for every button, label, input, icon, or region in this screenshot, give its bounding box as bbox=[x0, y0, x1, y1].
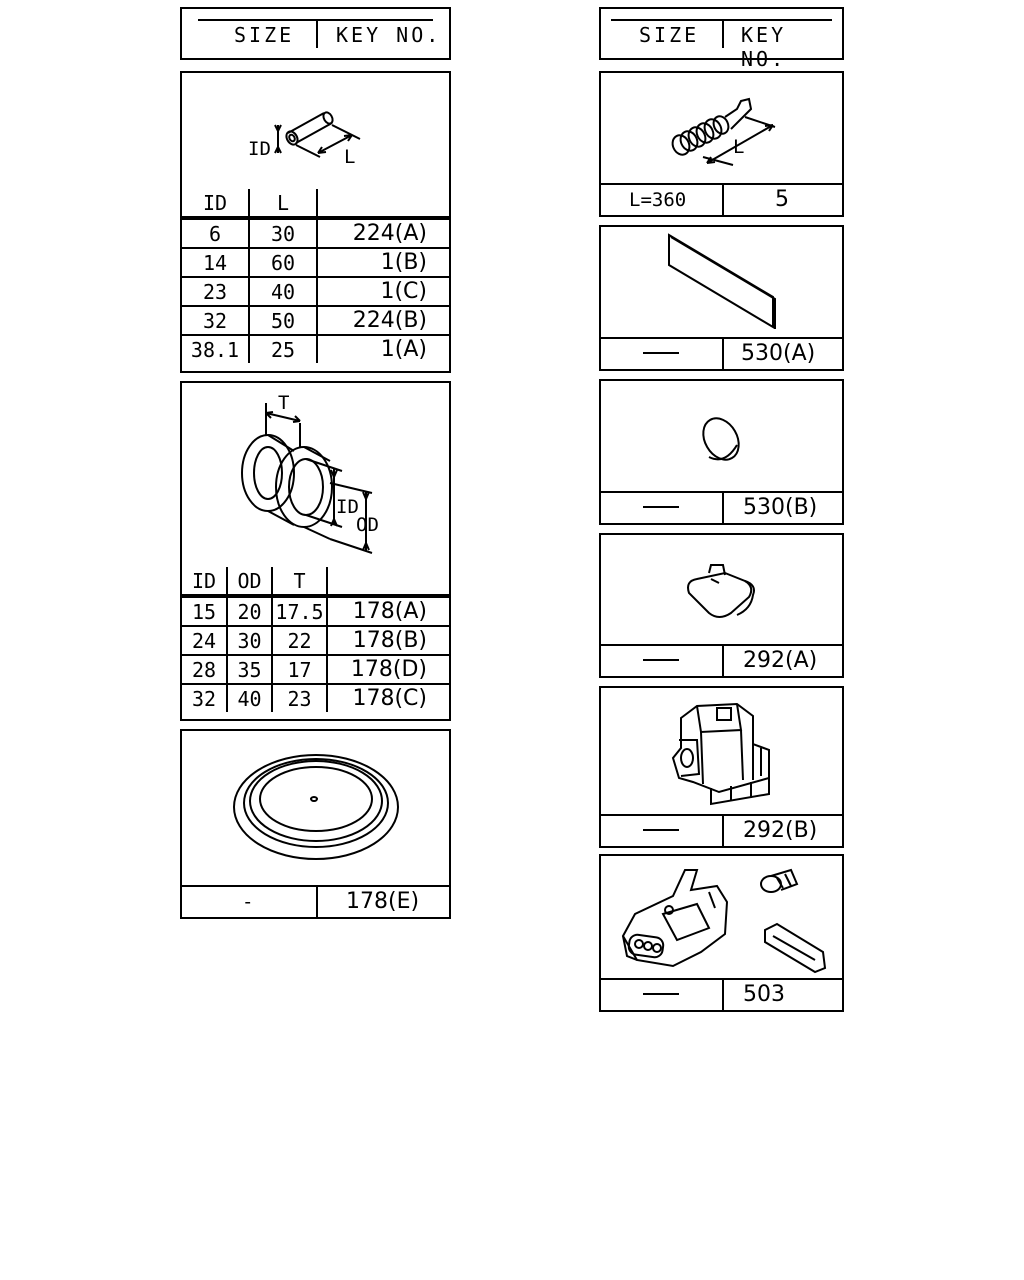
size-header-label: SIZE bbox=[234, 23, 295, 47]
cell-id: 38.1 bbox=[182, 335, 249, 363]
col-id-header: ID bbox=[182, 189, 249, 218]
connector-kit-panel bbox=[599, 854, 844, 1012]
tube-part-panel bbox=[180, 71, 451, 373]
no-size-dash bbox=[643, 829, 679, 831]
cell-od: 20 bbox=[227, 596, 272, 626]
tape-footer bbox=[601, 337, 842, 369]
disc-drawing bbox=[601, 381, 846, 493]
corrugated-tube-footer bbox=[601, 183, 842, 215]
cell-key: 178(C) bbox=[327, 684, 449, 712]
connector-a-panel bbox=[599, 686, 844, 848]
cell-l: 40 bbox=[249, 277, 317, 306]
tube-drawing bbox=[182, 73, 453, 193]
cell-id: 23 bbox=[182, 277, 249, 306]
cell-id: 28 bbox=[182, 655, 227, 684]
cell-od: 35 bbox=[227, 655, 272, 684]
cell-key: 224(A) bbox=[317, 218, 449, 248]
cell-key: 1(A) bbox=[317, 335, 449, 363]
connector-kit-key: 503 bbox=[743, 982, 785, 1007]
corrugated-size: L=360 bbox=[629, 189, 687, 211]
table-row bbox=[182, 684, 449, 712]
disc-panel bbox=[599, 379, 844, 525]
col-id-header: ID bbox=[182, 567, 227, 596]
corrugated-key: 5 bbox=[775, 187, 789, 212]
connector-a-key: 292(B) bbox=[743, 818, 818, 843]
size-header-label: SIZE bbox=[639, 23, 700, 47]
oval-grommet-drawing bbox=[182, 731, 453, 889]
grommet-t-label: T bbox=[278, 392, 290, 414]
connector-kit-footer bbox=[601, 978, 842, 1010]
grommet-part-panel bbox=[180, 381, 451, 721]
tape-panel bbox=[599, 225, 844, 371]
footer-divider bbox=[722, 185, 724, 215]
header-divider bbox=[316, 21, 318, 48]
grommet-size-table bbox=[182, 567, 449, 712]
oval-grommet-panel bbox=[180, 729, 451, 919]
cell-id: 24 bbox=[182, 626, 227, 655]
cell-key: 178(A) bbox=[327, 596, 449, 626]
grommet-id-label: ID bbox=[336, 496, 359, 518]
table-row bbox=[182, 277, 449, 306]
footer-divider bbox=[722, 339, 724, 369]
table-header-row bbox=[182, 189, 449, 218]
col-od-header: OD bbox=[227, 567, 272, 596]
footer-divider bbox=[316, 887, 318, 917]
tape-key: 530(A) bbox=[741, 341, 816, 366]
table-header-row bbox=[182, 567, 449, 596]
disc-footer bbox=[601, 491, 842, 523]
cell-od: 30 bbox=[227, 626, 272, 655]
small-cap-key: 292(A) bbox=[743, 648, 818, 673]
table-row bbox=[182, 596, 449, 626]
table-row bbox=[182, 626, 449, 655]
cell-id: 6 bbox=[182, 218, 249, 248]
size-key-header-left bbox=[180, 7, 451, 60]
cell-key: 178(B) bbox=[327, 626, 449, 655]
small-cap-panel bbox=[599, 533, 844, 678]
no-size-dash bbox=[643, 352, 679, 354]
connector-a-footer bbox=[601, 814, 842, 846]
key-no-header-label: KEY NO. bbox=[741, 23, 787, 71]
cell-t: 22 bbox=[272, 626, 327, 655]
cell-od: 40 bbox=[227, 684, 272, 712]
tube-id-label: ID bbox=[248, 138, 271, 160]
table-row bbox=[182, 335, 449, 363]
grommet-drawing bbox=[182, 383, 453, 569]
col-l-header: L bbox=[249, 189, 317, 218]
tape-drawing bbox=[601, 227, 846, 339]
tube-l-label: L bbox=[344, 146, 356, 168]
tube-size-table bbox=[182, 189, 449, 363]
table-row bbox=[182, 218, 449, 248]
no-size-dash bbox=[643, 659, 679, 661]
oval-grommet-footer bbox=[182, 885, 449, 917]
footer-divider bbox=[722, 980, 724, 1010]
grommet-od-label: OD bbox=[356, 514, 379, 536]
cell-id: 14 bbox=[182, 248, 249, 277]
connector-kit-drawing bbox=[601, 856, 846, 984]
corrugated-tube-drawing bbox=[601, 73, 846, 185]
cell-id: 32 bbox=[182, 684, 227, 712]
footer-divider bbox=[722, 493, 724, 523]
cell-key: 178(D) bbox=[327, 655, 449, 684]
col-key-header bbox=[317, 189, 449, 218]
footer-divider bbox=[722, 816, 724, 846]
cell-key: 1(C) bbox=[317, 277, 449, 306]
table-row bbox=[182, 306, 449, 335]
corrugated-tube-panel bbox=[599, 71, 844, 217]
connector-a-drawing bbox=[601, 688, 846, 818]
cell-key: 1(B) bbox=[317, 248, 449, 277]
oval-grommet-size: - bbox=[242, 891, 254, 913]
cell-l: 50 bbox=[249, 306, 317, 335]
cell-t: 23 bbox=[272, 684, 327, 712]
cell-id: 15 bbox=[182, 596, 227, 626]
table-row bbox=[182, 248, 449, 277]
cell-t: 17 bbox=[272, 655, 327, 684]
cell-l: 30 bbox=[249, 218, 317, 248]
footer-divider bbox=[722, 646, 724, 676]
header-divider bbox=[722, 21, 724, 48]
small-cap-footer bbox=[601, 644, 842, 676]
oval-grommet-key: 178(E) bbox=[346, 889, 420, 914]
key-no-header-label: KEY NO. bbox=[336, 23, 442, 47]
cell-l: 60 bbox=[249, 248, 317, 277]
cell-key: 224(B) bbox=[317, 306, 449, 335]
table-row bbox=[182, 655, 449, 684]
cell-t: 17.5 bbox=[272, 596, 327, 626]
cell-l: 25 bbox=[249, 335, 317, 363]
corrugated-l-label: L bbox=[733, 136, 745, 158]
no-size-dash bbox=[643, 993, 679, 995]
cell-id: 32 bbox=[182, 306, 249, 335]
small-cap-drawing bbox=[601, 535, 846, 647]
col-t-header: T bbox=[272, 567, 327, 596]
size-key-header-right bbox=[599, 7, 844, 71]
disc-key: 530(B) bbox=[743, 495, 818, 520]
col-key-header bbox=[327, 567, 449, 596]
no-size-dash bbox=[643, 506, 679, 508]
